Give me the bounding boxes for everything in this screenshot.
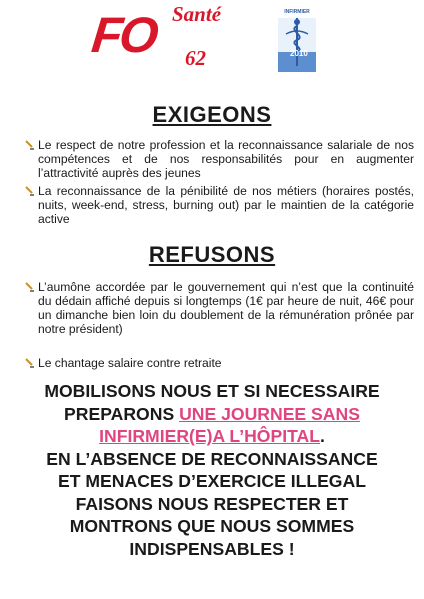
refusals-list — [28, 280, 414, 370]
cta-line: MOBILISONS NOUS ET SI NECESSAIRE — [44, 381, 380, 401]
list-item — [28, 356, 414, 370]
cta-line: INDISPENSABLES ! — [129, 538, 295, 559]
pushpin-bullet-icon — [25, 185, 35, 196]
cta-line: FAISONS NOUS RESPECTER ET — [75, 493, 349, 514]
cta-line: MONTRONS QUE NOUS SOMMES — [69, 516, 355, 536]
list-item-text: L’aumône accordée par le gouvernement qui n’est que la continuité du dédain affiché depuis si longtemps (1€ par heure de nuit, 46€ pour un dimanche bien loin du doublement de la rémunération prônée par notre président) — [38, 280, 414, 336]
badge-label: INFIRMIER — [284, 9, 310, 15]
badge-year: 2010 — [290, 49, 308, 58]
list-item — [28, 138, 414, 184]
cta-text: PREPARONS — [64, 403, 180, 424]
call-to-action — [10, 380, 414, 560]
header — [0, 0, 424, 90]
cta-highlight: INFIRMIER(E)A L’HÔPITAL — [99, 426, 320, 446]
list-item — [28, 184, 414, 226]
list-item-text: Le respect de notre profession et la reconnaissance salariale de nos compétences et de nos responsabilités pour en augmenter l’attractivité auprès des jeunes — [38, 138, 414, 180]
pushpin-bullet-icon — [25, 357, 35, 368]
list-item — [28, 280, 414, 356]
section-heading-refusons: REFUSONS — [148, 242, 276, 267]
nurse-caduceus-badge-icon — [278, 8, 316, 72]
section-heading-exigeons: EXIGEONS — [152, 102, 272, 127]
cta-text: . — [320, 426, 325, 446]
list-item-text: Le chantage salaire contre retraite — [38, 356, 222, 370]
pushpin-bullet-icon — [25, 281, 35, 292]
cta-line — [10, 425, 414, 448]
pushpin-bullet-icon — [25, 139, 35, 150]
list-item-text: La reconnaissance de la pénibilité de nos métiers (horaires postés, nuits, week-end, stress, burning out) par le maintien de la catégorie active — [38, 184, 414, 226]
logo-sante-text: Santé — [172, 2, 222, 26]
logo-department-number: 62 — [185, 46, 206, 70]
demands-list — [28, 138, 414, 226]
cta-highlight: UNE JOURNEE SANS — [179, 403, 360, 424]
fo-logo: FO — [89, 7, 159, 63]
cta-line: ET MENACES D’EXERCICE ILLEGAL — [58, 471, 366, 491]
cta-line: EN L’ABSENCE DE RECONNAISSANCE — [46, 448, 378, 469]
cta-line — [10, 403, 414, 426]
